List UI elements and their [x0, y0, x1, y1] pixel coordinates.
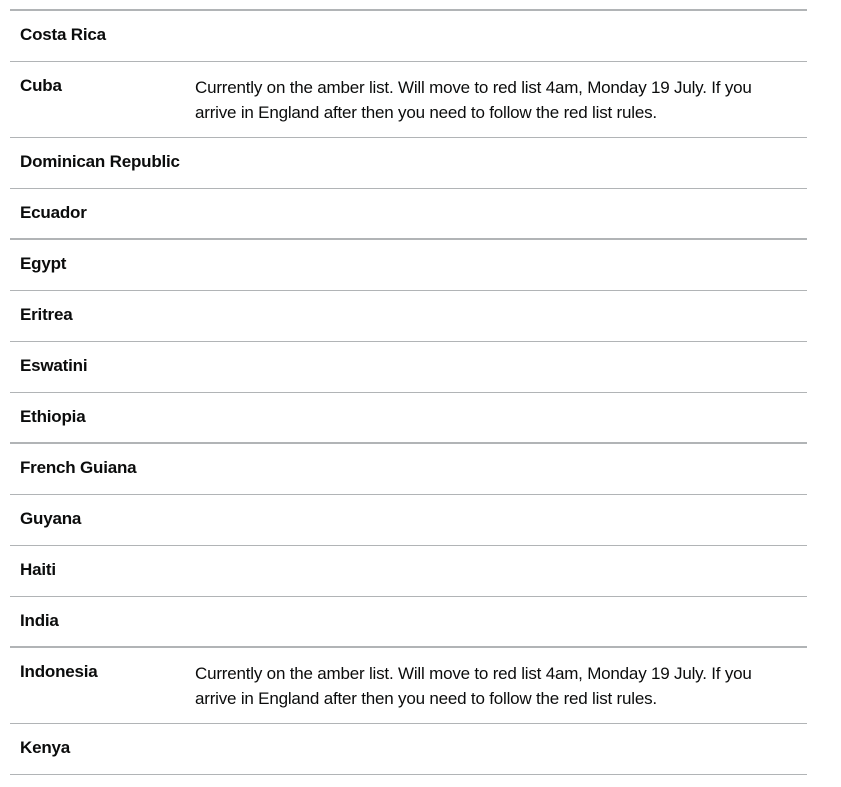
- table-row: [10, 240, 807, 291]
- table-row: [10, 342, 807, 393]
- table-row: [10, 138, 807, 189]
- country-note: [195, 393, 807, 406]
- table-row: [10, 189, 807, 240]
- country-note: Currently on the amber list. Will move to red list 4am, Monday 19 July. If you arrive in England after then you need to follow the red list rules.: [195, 78, 752, 122]
- country-name: Eritrea: [20, 305, 73, 324]
- country-name: Ecuador: [20, 203, 87, 222]
- country-note: [195, 444, 807, 457]
- country-name: Egypt: [20, 254, 67, 273]
- country-name: Eswatini: [20, 356, 88, 375]
- country-note: [195, 342, 807, 355]
- country-note: [195, 189, 807, 202]
- country-note: [195, 291, 807, 304]
- table-row: [10, 11, 807, 62]
- table-row: [10, 597, 807, 648]
- country-note: [195, 495, 807, 508]
- table-row: [10, 648, 807, 724]
- country-note: [195, 11, 807, 24]
- country-name: India: [20, 611, 59, 630]
- country-name: Guyana: [20, 509, 82, 528]
- country-name: Haiti: [20, 560, 56, 579]
- country-name: Dominican Republic: [20, 152, 180, 171]
- table-row: [10, 393, 807, 444]
- table-row: [10, 546, 807, 597]
- country-note: Currently on the amber list. Will move to red list 4am, Monday 19 July. If you arrive in England after then you need to follow the red list rules.: [195, 664, 752, 708]
- country-name: Costa Rica: [20, 25, 106, 44]
- country-note: [195, 240, 807, 253]
- country-note: [195, 546, 807, 559]
- table-row: [10, 62, 807, 138]
- country-name: Kenya: [20, 738, 71, 757]
- country-note: [195, 724, 807, 737]
- country-name: Ethiopia: [20, 407, 86, 426]
- table-row: [10, 495, 807, 546]
- table-row: [10, 724, 807, 775]
- country-name: French Guiana: [20, 458, 137, 477]
- table-row: [10, 444, 807, 495]
- table-row: [10, 291, 807, 342]
- country-note: [195, 138, 807, 151]
- red-list-countries-table: [10, 9, 807, 775]
- country-note: [195, 597, 807, 610]
- country-name: Indonesia: [20, 662, 98, 681]
- country-name: Cuba: [20, 76, 62, 95]
